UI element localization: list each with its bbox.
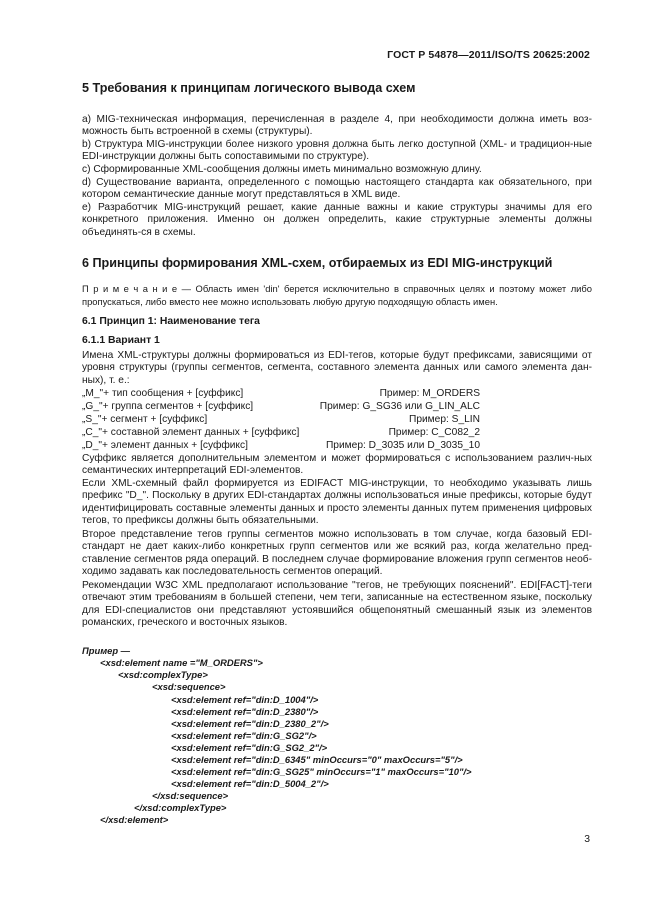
section-6-title: 6 Принципы формирования XML-схем, отбираемых из EDI MIG-инструкций xyxy=(82,256,553,270)
prefix-row xyxy=(82,414,480,427)
prefix-row xyxy=(82,401,480,414)
code-line: <xsd:element ref="din:G_SG25" minOccurs="1" maxOccurs="10"/> xyxy=(171,766,472,777)
code-line: </xsd:element> xyxy=(100,814,169,825)
note-text: — Область имен 'din' берется исключительно в справочных целях и поэтому может либо пропускаться, либо вместо нее можно использовать любую другую подходящую область имен. xyxy=(82,283,592,307)
note-label: П р и м е ч а н и е xyxy=(82,283,178,294)
prefix-rule: „D_"+ элемент данных + [суффикс] xyxy=(82,440,248,451)
code-line: <xsd:element ref="din:D_1004"/> xyxy=(171,694,319,705)
code-line: <xsd:complexType> xyxy=(118,669,208,680)
prefix-example: Пример: S_LIN xyxy=(409,414,480,425)
prefix-example: Пример: D_3035 или D_3035_10 xyxy=(325,440,480,451)
prefix-example: Пример: M_ORDERS xyxy=(379,388,480,399)
page-number: 3 xyxy=(584,834,590,845)
prefix-row xyxy=(82,440,480,453)
example-label: Пример — xyxy=(82,645,131,656)
section-5-item-a: а) MIG-техническая информация, перечисленная в разделе 4, при необходимости должна иметь воз-можность быть встроенной в схемы (структуры). xyxy=(82,114,592,138)
code-line: <xsd:element ref="din:D_6345" minOccurs="0" maxOccurs="5"/> xyxy=(171,754,463,765)
code-line: <xsd:element name ="M_ORDERS"> xyxy=(100,657,263,668)
code-line: <xsd:element ref="din:D_2380_2"/> xyxy=(171,718,329,729)
edifact-prefix-paragraph: Если XML-схемный файл формируется из EDIFACT MIG-инструкции, то необходимо указывать лишь префикс "D_". Поскольку в других EDI-стандартах должны использоваться иные префиксы, которые будут идентифицировать составные элементы данных и просто элементы данных путем применения цифровых тегов, то префиксы должны быть обязательными. xyxy=(82,478,592,526)
section-5-item-b: b) Структура MIG-инструкции более низкого уровня должна быть легко доступной (XML- и традицион-ные EDI-инструкции должны быть сопоставимыми по структуре). xyxy=(82,139,592,163)
note-paragraph xyxy=(82,283,592,308)
subsection-6-1-1-title: 6.1.1 Вариант 1 xyxy=(82,335,160,346)
prefix-rule: „S_"+ сегмент + [суффикс] xyxy=(82,414,208,425)
code-line: <xsd:element ref="din:D_2380"/> xyxy=(171,706,319,717)
prefix-rule: „M_"+ тип сообщения + [суффикс] xyxy=(82,388,244,399)
section-5-item-c: c) Сформированные XML-сообщения должны иметь минимально возможную длину. xyxy=(82,164,482,175)
code-line: <xsd:sequence> xyxy=(152,681,226,692)
naming-intro: Имена XML-структуры должны формироваться из EDI-тегов, которые будут префиксами, зависящими от уровня структуры (группы сегментов, сегмента, составного элемента данных или самого элемента дан-ных), т. е.: xyxy=(82,350,592,386)
prefix-rule: „C_"+ составной элемент данных + [суффикс] xyxy=(82,427,300,438)
segment-group-paragraph: Второе представление тегов группы сегментов можно использовать в том случае, когда базовый EDI-стандарт не дает каких-либо конкретных групп сегментов или же всякий раз, когда желательно пред-ставление сегментов ряда операций. В последнем случае формирование вложения групп сегментов необ-ходимо задавать как последовательность сегментов операций. xyxy=(82,529,592,577)
prefix-rule: „G_"+ группа сегментов + [суффикс] xyxy=(82,401,254,412)
code-line: <xsd:element ref="din:G_SG2"/> xyxy=(171,730,317,741)
prefix-row xyxy=(82,427,480,440)
w3c-recommendation-paragraph: Рекомендации W3C XML предполагают использование "тегов, не требующих пояснений". EDI[FACT]-теги отвечают этим требованиям в большей степени, чем теги, записанные на естественном языке, поскольку для EDI-специалистов они представляют устоявшийся общепонятный смешанный язык из элементов романских, греческого и восточных языков. xyxy=(82,580,592,628)
code-line: </xsd:sequence> xyxy=(152,790,229,801)
section-5-item-d: d) Существование варианта, определенного с помощью настоящего стандарта как обязательного, при котором семантические данные могут представляться в XML виде. xyxy=(82,177,592,201)
subsection-6-1-title: 6.1 Принцип 1: Наименование тега xyxy=(82,316,260,327)
prefix-row xyxy=(82,388,480,401)
code-line: <xsd:element ref="din:D_5004_2"/> xyxy=(171,778,329,789)
prefix-example: Пример: G_SG36 или G_LIN_ALC xyxy=(319,401,480,412)
prefix-example: Пример: C_C082_2 xyxy=(388,427,480,438)
code-line: <xsd:element ref="din:G_SG2_2"/> xyxy=(171,742,328,753)
section-5-title: 5 Требования к принципам логического вывода схем xyxy=(82,81,416,95)
suffix-paragraph: Суффикс является дополнительным элементом и может формироваться с использованием различ-ных семантических интерпретаций EDI-элементов. xyxy=(82,453,592,477)
document-header: ГОСТ Р 54878—2011/ISO/TS 20625:2002 xyxy=(387,49,590,61)
code-line: </xsd:complexType> xyxy=(134,802,227,813)
section-5-item-e: e) Разработчик MIG-инструкций решает, какие данные важны и какие структуры значимы для его конкретного приложения. Именно он должен определить, какие структурные элементы должны объединять-ся в схемы. xyxy=(82,202,592,238)
